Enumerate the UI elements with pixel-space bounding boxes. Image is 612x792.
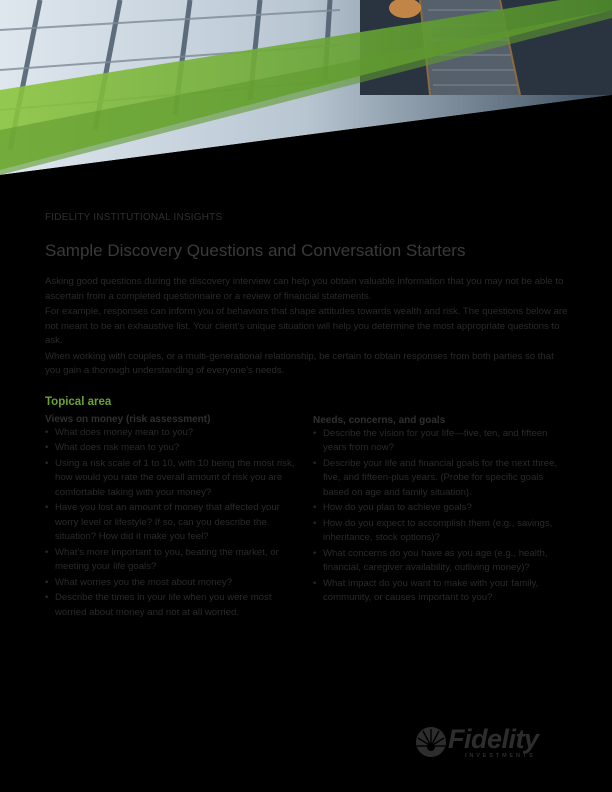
intro bbox=[45, 275, 568, 379]
intro-paragraph: Asking good questions during the discovery interview can help you obtain valuable information that you may not be able to ascertain from a completed questionnaire or a review of financial statements. bbox=[45, 276, 564, 302]
intro-paragraph: When working with couples, or a multi-generational relationship, be certain to obtain responses from both parties so that you gain a thorough understanding of everyone’s needs. bbox=[45, 350, 554, 376]
question-list bbox=[313, 427, 568, 606]
list-item: • Describe your life and financial goals for the next three, five, and fifteen-plus years. (Probe for specific goals based on age and family situation). bbox=[313, 457, 568, 501]
section-label: Topical area bbox=[45, 395, 112, 408]
list-item: • Describe the vision for your life—five, ten, and fifteen years from now? bbox=[313, 427, 568, 456]
question-list bbox=[45, 426, 300, 621]
list-item: • What worries you the most about money? bbox=[45, 576, 300, 591]
column-heading: Needs, concerns, and goals bbox=[313, 414, 446, 426]
content bbox=[45, 212, 568, 644]
list-item: • Have you lost an amount of money that affected your worry level or lifestyle? If so, can you describe the situation? How did it make you feel? bbox=[45, 501, 300, 545]
list-item: • What’s more important to you, beating the market, or meeting your life goals? bbox=[45, 546, 300, 575]
list-item: • What does risk mean to you? bbox=[45, 441, 300, 456]
eyebrow: FIDELITY INSTITUTIONAL INSIGHTS bbox=[45, 212, 223, 223]
views-on-money-column bbox=[45, 414, 300, 622]
fidelity-logo bbox=[415, 724, 570, 762]
list-item: • What does money mean to you? bbox=[45, 426, 300, 441]
column-heading: Views on money (risk assessment) bbox=[45, 413, 211, 425]
logo-wordmark: Fidelity bbox=[448, 724, 539, 754]
fidelity-sunburst-icon bbox=[415, 726, 447, 758]
intro-paragraph: For example, responses can inform you of behaviors that shape attitudes towards wealth and risk. The questions below are not meant to be an exhaustive list. Your client’s unique situation will help you determine the most appropriate questions to ask. bbox=[45, 306, 568, 346]
needs-goals-column bbox=[313, 415, 568, 607]
list-item: • Describe the times in your life when you were most worried about money and not at all worried. bbox=[45, 591, 300, 620]
logo-subtitle: INVESTMENTS bbox=[465, 753, 536, 759]
list-item: • What concerns do you have as you age (e.g., health, financial, caregiver availability, outliving money)? bbox=[313, 547, 568, 576]
architecture-photo-illustration bbox=[0, 0, 612, 175]
list-item: • What impact do you want to make with your family, community, or causes important to you? bbox=[313, 577, 568, 606]
question-columns bbox=[45, 414, 568, 644]
list-item: • How do you expect to accomplish them (e.g., savings, inheritance, stock options)? bbox=[313, 517, 568, 546]
page-title: Sample Discovery Questions and Conversation Starters bbox=[45, 241, 466, 260]
list-item: • How do you plan to achieve goals? bbox=[313, 501, 568, 516]
list-item: • Using a risk scale of 1 to 10, with 10 being the most risk, how would you rate the overall amount of risk you are comfortable taking with your money? bbox=[45, 457, 300, 501]
header-photo bbox=[0, 0, 612, 175]
